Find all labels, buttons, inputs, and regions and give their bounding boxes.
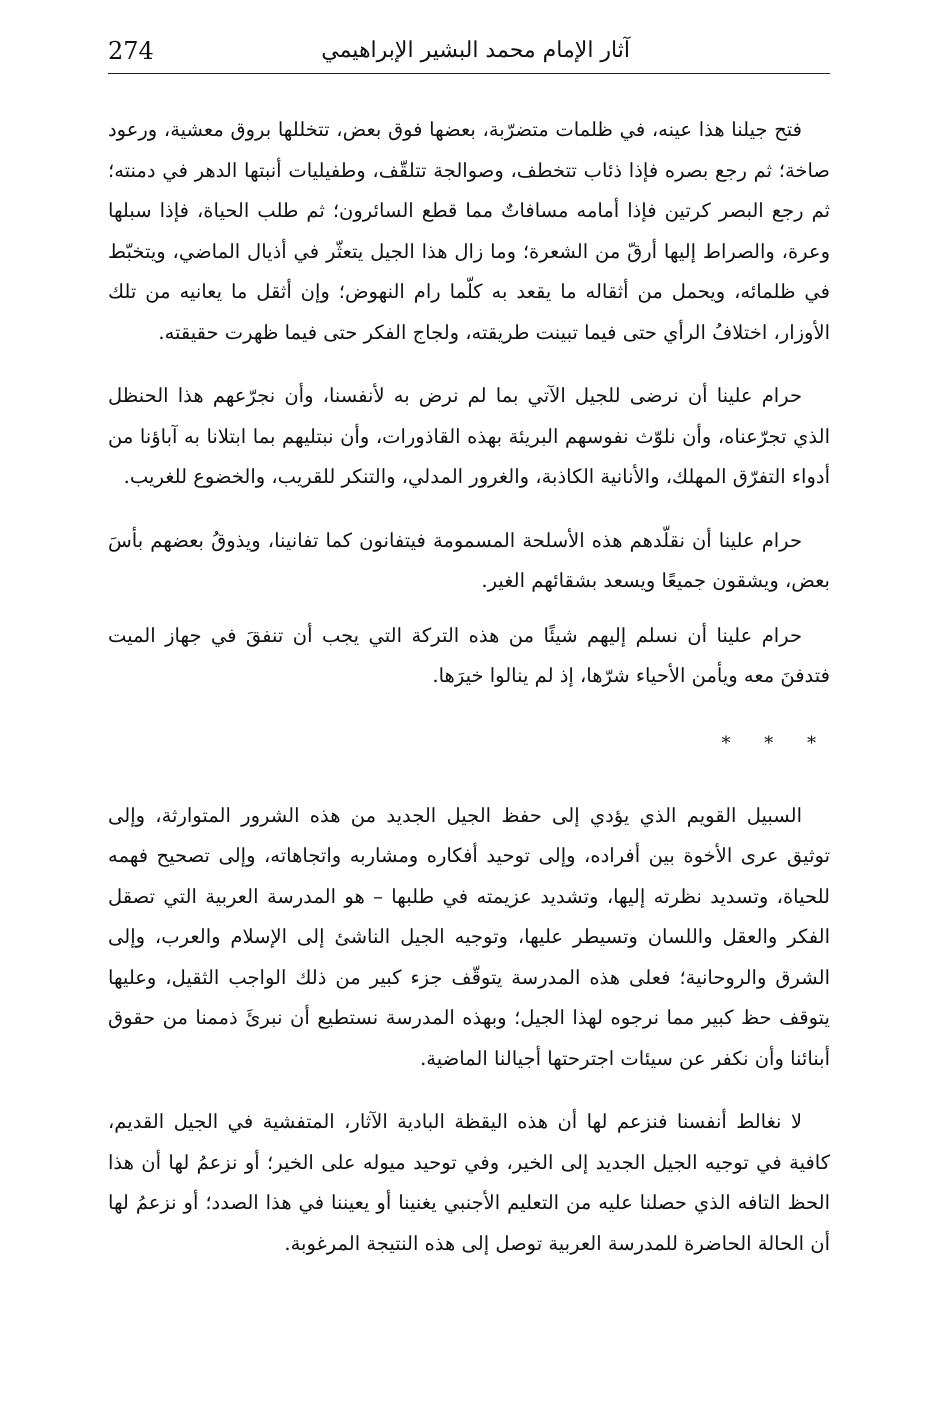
- paragraph-1: فتح جيلنا هذا عينه، في ظلمات متضرّبة، بعضها فوق بعض، تتخللها بروق معشية، ورعود صاخة؛ ثم رجع بصره فإذا ذئاب تتخطف، وصوالجة تتلقّف، وطفيليات أنبتها الدهر في دمنته؛ ثم رجع البصر كرتين فإذا أمامه مسافاتٌ مما قطع السائرون؛ ثم طلب الحياة، فإذا سبلها وعرة، والصراط إليها أرقّ من الشعرة؛ وما زال هذا الجيل يتعثّر في أذيال الماضي، ويتخبّط في ظلمائه، ويحمل من أثقاله ما يقعد به كلّما رام النهوض؛ وإن أثقل ما يعانيه من تلك الأوزار، اختلافُ الرأي حتى فيما تبينت طريقته، ولجاج الفكر حتى فيما ظهرت حقيقته.: [108, 118, 830, 344]
- page-header: [108, 30, 830, 74]
- paragraph-6: لا نغالط أنفسنا فنزعم لها أن هذه اليقظة البادية الآثار، المتفشية في الجيل القديم، كافية في توجيه الجيل الجديد إلى الخير، وفي توحيد ميوله على الخير؛ أو نزعمُ لها أن هذا الحظ التافه الذي حصلنا عليه من التعليم الأجنبي يغنينا أو يعيننا في هذا الصدد؛ أو نزعمُ لها أن الحالة الحاضرة للمدرسة العربية توصل إلى هذه النتيجة المرغوبة.: [108, 1110, 830, 1255]
- running-title: آثار الإمام محمد البشير الإبراهيمي: [321, 38, 630, 63]
- section-separator: * * *: [721, 732, 830, 754]
- header-rule: [108, 73, 830, 74]
- paragraph-2: حرام علينا أن نرضى للجيل الآتي بما لم نرض به لأنفسنا، وأن نجرّعهم هذا الحنظل الذي تجرّعناه، وأن نلوّث نفوسهم البريئة بهذه القاذورات، وأن نبتليهم بما ابتلانا به آباؤنا من أدواء التفرّق المهلك، والأنانية الكاذبة، والغرور المدلي، والتنكر للقريب، والخضوع للغريب.: [108, 384, 830, 488]
- paragraph-5: السبيل القويم الذي يؤدي إلى حفظ الجيل الجديد من هذه الشرور المتوارثة، وإلى توثيق عرى الأخوة بين أفراده، وإلى توحيد أفكاره ومشاربه واتجاهاته، وإلى تصحيح فهمه للحياة، وتسديد نظرته إليها، وتشديد عزيمته في طلبها – هو المدرسة العربية التي تصقل الفكر والعقل واللسان وتسيطر عليها، وتوجيه الجيل الناشئ إلى الإسلام والعرب، وإلى الشرق والروحانية؛ فعلى هذه المدرسة يتوقّف جزء كبير من ذلك الواجب الثقيل، وعليها يتوقف حظ كبير مما نرجوه لهذا الجيل؛ وبهذه المدرسة نستطيع أن نبرئَ ذممنا من حقوق أبنائنا وأن نكفر عن سيئات اجترحتها أجيالنا الماضية.: [108, 803, 830, 1070]
- page-number: 274: [108, 37, 154, 65]
- paragraph-4: حرام علينا أن نسلم إليهم شيئًا من هذه التركة التي يجب أن تنفقَ في جهاز الميت فتدفنَ معه ويأمن الأحياء شرّها، إذ لم ينالوا خيرَها.: [108, 623, 830, 687]
- body-text: [108, 110, 830, 1264]
- paragraph-3: حرام علينا أن نقلّدهم هذه الأسلحة المسمومة فيتفانون كما تفانينا، ويذوقُ بعضهم بأسَ بعض، ويشقون جميعًا ويسعد بشقائهم الغير.: [108, 528, 830, 592]
